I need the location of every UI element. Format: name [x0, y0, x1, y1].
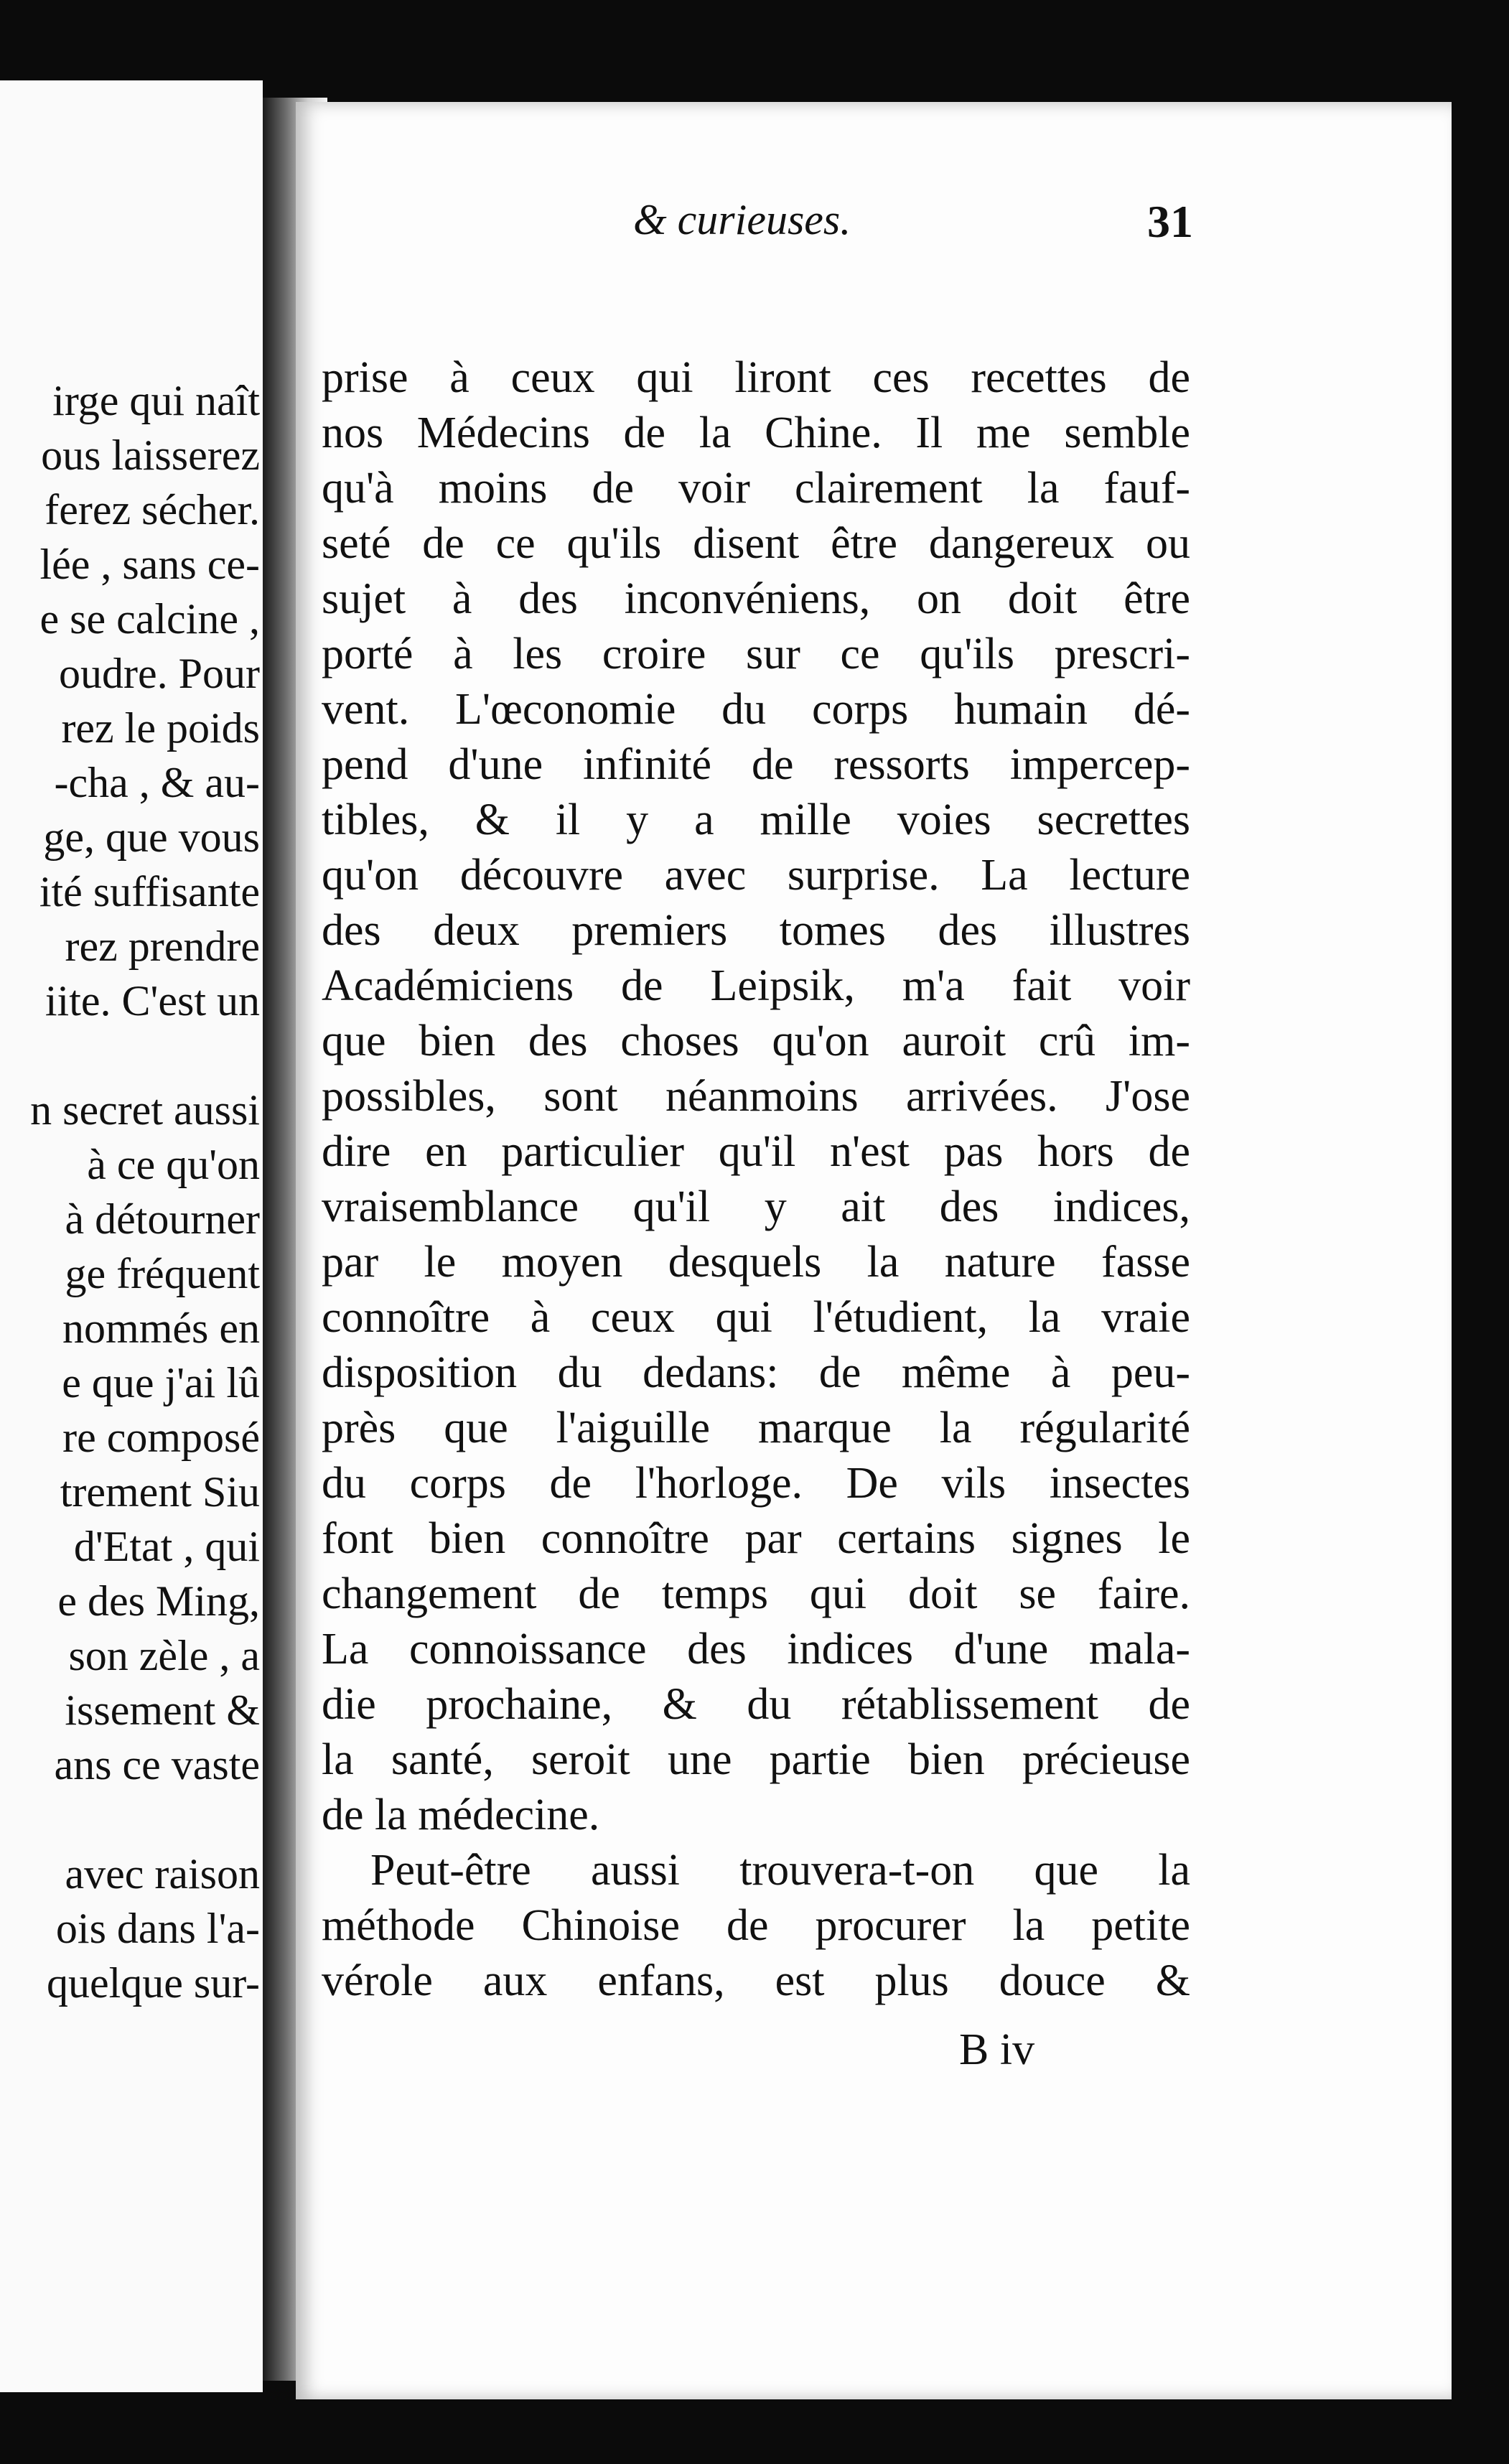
- left-line: ferez sécher.: [45, 486, 260, 533]
- text-line: prise à ceux qui liront ces recettes de: [322, 353, 1190, 402]
- left-line: oudre. Pour: [59, 650, 260, 697]
- text-line: près que l'aiguille marque la régularité: [322, 1404, 1190, 1452]
- body-text: [322, 350, 1190, 2009]
- left-line: e se calcine ,: [39, 595, 260, 643]
- left-line: irge qui naît: [52, 377, 260, 424]
- text-line: connoître à ceux qui l'étudient, la vraie: [322, 1293, 1190, 1342]
- left-line: e des Ming,: [57, 1577, 260, 1625]
- text-line: pend d'une infinité de ressorts impercep-: [322, 740, 1190, 789]
- page-number: 31: [1147, 196, 1193, 247]
- text-line: qu'on découvre avec surprise. La lecture: [322, 851, 1190, 900]
- left-line: à détourner: [65, 1195, 260, 1243]
- left-line: e que j'ai lû: [62, 1359, 260, 1406]
- text-line: seté de ce qu'ils disent être dangereux ou: [322, 519, 1190, 568]
- text-line: sujet à des inconvéniens, on doit être: [322, 574, 1190, 623]
- text-line: qu'à moins de voir clairement la fauf-: [322, 464, 1190, 513]
- text-line: La connoissance des indices d'une mala-: [322, 1625, 1190, 1674]
- page-header: [296, 195, 1193, 267]
- left-line: rez prendre: [65, 923, 260, 970]
- left-line: -cha , & au-: [54, 759, 260, 806]
- text-line: die prochaine, & du rétablissement de: [322, 1680, 1190, 1729]
- left-line: ous laisserez: [41, 431, 260, 479]
- left-line: son zèle , a: [68, 1632, 260, 1679]
- left-page-fragment: [0, 80, 263, 2392]
- text-line: des deux premiers tomes des illustres: [322, 906, 1190, 955]
- left-line: iite. C'est un: [45, 977, 260, 1025]
- signature-mark: B iv: [959, 2025, 1035, 2074]
- text-line: dire en particulier qu'il n'est pas hors de: [322, 1127, 1190, 1176]
- text-line: vent. L'œconomie du corps humain dé-: [322, 685, 1190, 734]
- left-line: ité suffisante: [39, 868, 260, 915]
- text-line: que bien des choses qu'on auroit crû im-: [322, 1017, 1190, 1065]
- text-line: vraisemblance qu'il y ait des indices,: [322, 1182, 1190, 1231]
- left-line: ge fréquent: [65, 1250, 260, 1297]
- text-line: changement de temps qui doit se faire.: [322, 1569, 1190, 1618]
- text-line: méthode Chinoise de procurer la petite: [322, 1901, 1190, 1950]
- text-line: du corps de l'horloge. De vils insectes: [322, 1459, 1190, 1508]
- left-line: quelque sur-: [46, 1959, 260, 2007]
- left-line: issement &: [65, 1686, 260, 1734]
- text-line: nos Médecins de la Chine. Il me semble: [322, 409, 1190, 457]
- text-line: par le moyen desquels la nature fasse: [322, 1238, 1190, 1287]
- left-line-blank: [30, 1028, 260, 1083]
- text-line-paragraph-start: Peut-être aussi trouvera-t-on que la: [370, 1846, 1190, 1895]
- left-line: d'Etat , qui: [73, 1523, 260, 1570]
- text-line: font bien connoître par certains signes le: [322, 1514, 1190, 1563]
- left-line: ans ce vaste: [54, 1741, 260, 1788]
- left-line: ois dans l'a-: [55, 1905, 260, 1952]
- text-line: Académiciens de Leipsik, m'a fait voir: [322, 961, 1190, 1010]
- text-line: possibles, sont néanmoins arrivées. J'ose: [322, 1072, 1190, 1121]
- text-line: disposition du dedans: de même à peu-: [322, 1348, 1190, 1397]
- left-line: n secret aussi: [30, 1086, 260, 1134]
- left-line: trement Siu: [60, 1468, 260, 1516]
- left-line: ge, que vous: [43, 813, 260, 861]
- text-line: la santé, seroit une partie bien précieuse: [322, 1735, 1190, 1784]
- left-line: lée , sans ce-: [39, 541, 260, 588]
- running-head: & curieuses.: [633, 196, 851, 243]
- text-line: tibles, & il y a mille voies secrettes: [322, 795, 1190, 844]
- left-page-text: [30, 373, 260, 2010]
- left-line-blank: [30, 1792, 260, 1847]
- left-line: rez le poids: [61, 704, 260, 752]
- text-line: porté à les croire sur ce qu'ils prescri-: [322, 630, 1190, 678]
- left-line: à ce qu'on: [87, 1141, 260, 1188]
- left-line: re composé: [62, 1414, 260, 1461]
- text-line-paragraph-end: de la médecine.: [322, 1791, 600, 1839]
- left-line: avec raison: [65, 1850, 260, 1898]
- left-line: nommés en: [62, 1305, 260, 1352]
- text-line: vérole aux enfans, est plus douce &: [322, 1956, 1190, 2005]
